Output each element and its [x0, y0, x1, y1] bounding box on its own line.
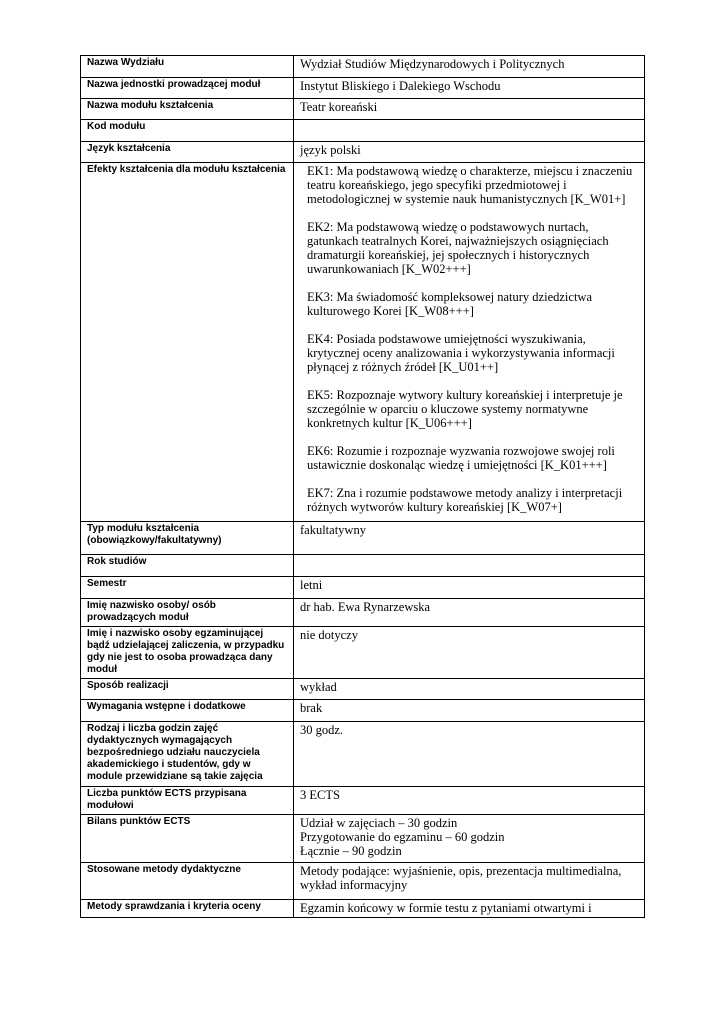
row-value-examiner: nie dotyczy — [294, 627, 645, 679]
row-label-assessment-methods: Metody sprawdzania i kryteria oceny — [81, 900, 294, 918]
row-label-contact-hours: Rodzaj i liczba godzin zajęć dydaktycznych wymagających bezpośredniego udziału nauczyciela akademickiego i studentów, gdy w module przewidziane są takie zajęcia — [81, 722, 294, 787]
learning-outcome: EK1: Ma podstawową wiedzę o charakterze, miejscu i znaczeniu teatru koreańskiego, jego specyfiki przedmiotowej i metodologicznej w systemie nauk humanistycznych [K_W01+] — [307, 164, 633, 206]
row-label-learning-outcomes: Efekty kształcenia dla modułu kształcenia — [81, 163, 294, 522]
row-label-study-year: Rok studiów — [81, 555, 294, 577]
table-row — [81, 78, 645, 99]
row-value-assessment-methods: Egzamin końcowy w formie testu z pytaniami otwartymi i — [294, 900, 645, 918]
learning-outcome: EK3: Ma świadomość kompleksowej natury dziedzictwa kulturowego Korei [K_W08+++] — [307, 290, 592, 318]
row-value-module-type: fakultatywny — [294, 522, 645, 555]
row-value-study-year — [294, 555, 645, 577]
row-value-ects-points: 3 ECTS — [294, 787, 645, 815]
table-row — [81, 722, 645, 787]
table-row — [81, 142, 645, 163]
table-row — [81, 163, 645, 522]
row-label-instructors: Imię nazwisko osoby/ osób prowadzących moduł — [81, 599, 294, 627]
row-label-module-name: Nazwa modułu kształcenia — [81, 99, 294, 120]
row-label-examiner: Imię i nazwisko osoby egzaminującej bądź udzielającej zaliczenia, w przypadku gdy nie jest to osoba prowadząca dany moduł — [81, 627, 294, 679]
row-label-delivery-mode: Sposób realizacji — [81, 679, 294, 700]
row-label-language: Język kształcenia — [81, 142, 294, 163]
row-label-ects-balance: Bilans punktów ECTS — [81, 815, 294, 863]
row-value-prerequisites: brak — [294, 700, 645, 722]
row-value-teaching-methods: Metody podające: wyjaśnienie, opis, prezentacja multimedialna, wykład informacyjny — [294, 863, 645, 900]
table-row — [81, 555, 645, 577]
row-value-semester: letni — [294, 577, 645, 599]
table-row — [81, 815, 645, 863]
row-value-language: język polski — [294, 142, 645, 163]
learning-outcome: EK7: Zna i rozumie podstawowe metody analizy i interpretacji różnych wytworów kultury koreańskiej [K_W07+] — [307, 486, 623, 514]
table-row — [81, 599, 645, 627]
table-row — [81, 900, 645, 918]
row-value-module-code — [294, 120, 645, 142]
row-value-contact-hours: 30 godz. — [294, 722, 645, 787]
row-value-unit: Instytut Bliskiego i Dalekiego Wschodu — [294, 78, 645, 99]
row-label-teaching-methods: Stosowane metody dydaktyczne — [81, 863, 294, 900]
table-row — [81, 120, 645, 142]
table-row — [81, 627, 645, 679]
row-value-instructors: dr hab. Ewa Rynarzewska — [294, 599, 645, 627]
table-row — [81, 787, 645, 815]
row-label-module-type: Typ modułu kształcenia (obowiązkowy/fakultatywny) — [81, 522, 294, 555]
table-row — [81, 679, 645, 700]
table-row — [81, 700, 645, 722]
learning-outcome: EK6: Rozumie i rozpoznaje wyzwania rozwojowe swojej roli ustawicznie doskonaląc wiedzę i umiejętności [K_K01+++] — [307, 444, 615, 472]
row-value-module-name: Teatr koreański — [294, 99, 645, 120]
row-label-module-code: Kod modułu — [81, 120, 294, 142]
row-value-faculty: Wydział Studiów Międzynarodowych i Politycznych — [294, 56, 645, 78]
row-value-delivery-mode: wykład — [294, 679, 645, 700]
row-value-learning-outcomes — [294, 163, 645, 522]
table-row — [81, 863, 645, 900]
row-label-faculty: Nazwa Wydziału — [81, 56, 294, 78]
table-row — [81, 56, 645, 78]
table-row — [81, 522, 645, 555]
row-label-ects-points: Liczba punktów ECTS przypisana modułowi — [81, 787, 294, 815]
learning-outcome: EK2: Ma podstawową wiedzę o podstawowych nurtach, gatunkach teatralnych Korei, najważniejszych osiągnięciach dramaturgii koreańskiej, jej społecznych i historycznych uwarunkowaniach [K_W02+++] — [307, 220, 609, 276]
learning-outcomes-list — [300, 164, 638, 514]
row-label-prerequisites: Wymagania wstępne i dodatkowe — [81, 700, 294, 722]
row-label-unit: Nazwa jednostki prowadzącej moduł — [81, 78, 294, 99]
module-description-table — [80, 55, 645, 918]
learning-outcome: EK5: Rozpoznaje wytwory kultury koreańskiej i interpretuje je szczególnie w oparciu o kluczowe systemy normatywne konkretnych kultur [K_U06+++] — [307, 388, 623, 430]
row-value-ects-balance: Udział w zajęciach – 30 godzin Przygotowanie do egzaminu – 60 godzin Łącznie – 90 godzin — [294, 815, 645, 863]
table-row — [81, 577, 645, 599]
learning-outcome: EK4: Posiada podstawowe umiejętności wyszukiwania, krytycznej oceny analizowania i wykorzystywania informacji płynącej z różnych źródeł [K_U01++] — [307, 332, 615, 374]
table-row — [81, 99, 645, 120]
row-label-semester: Semestr — [81, 577, 294, 599]
